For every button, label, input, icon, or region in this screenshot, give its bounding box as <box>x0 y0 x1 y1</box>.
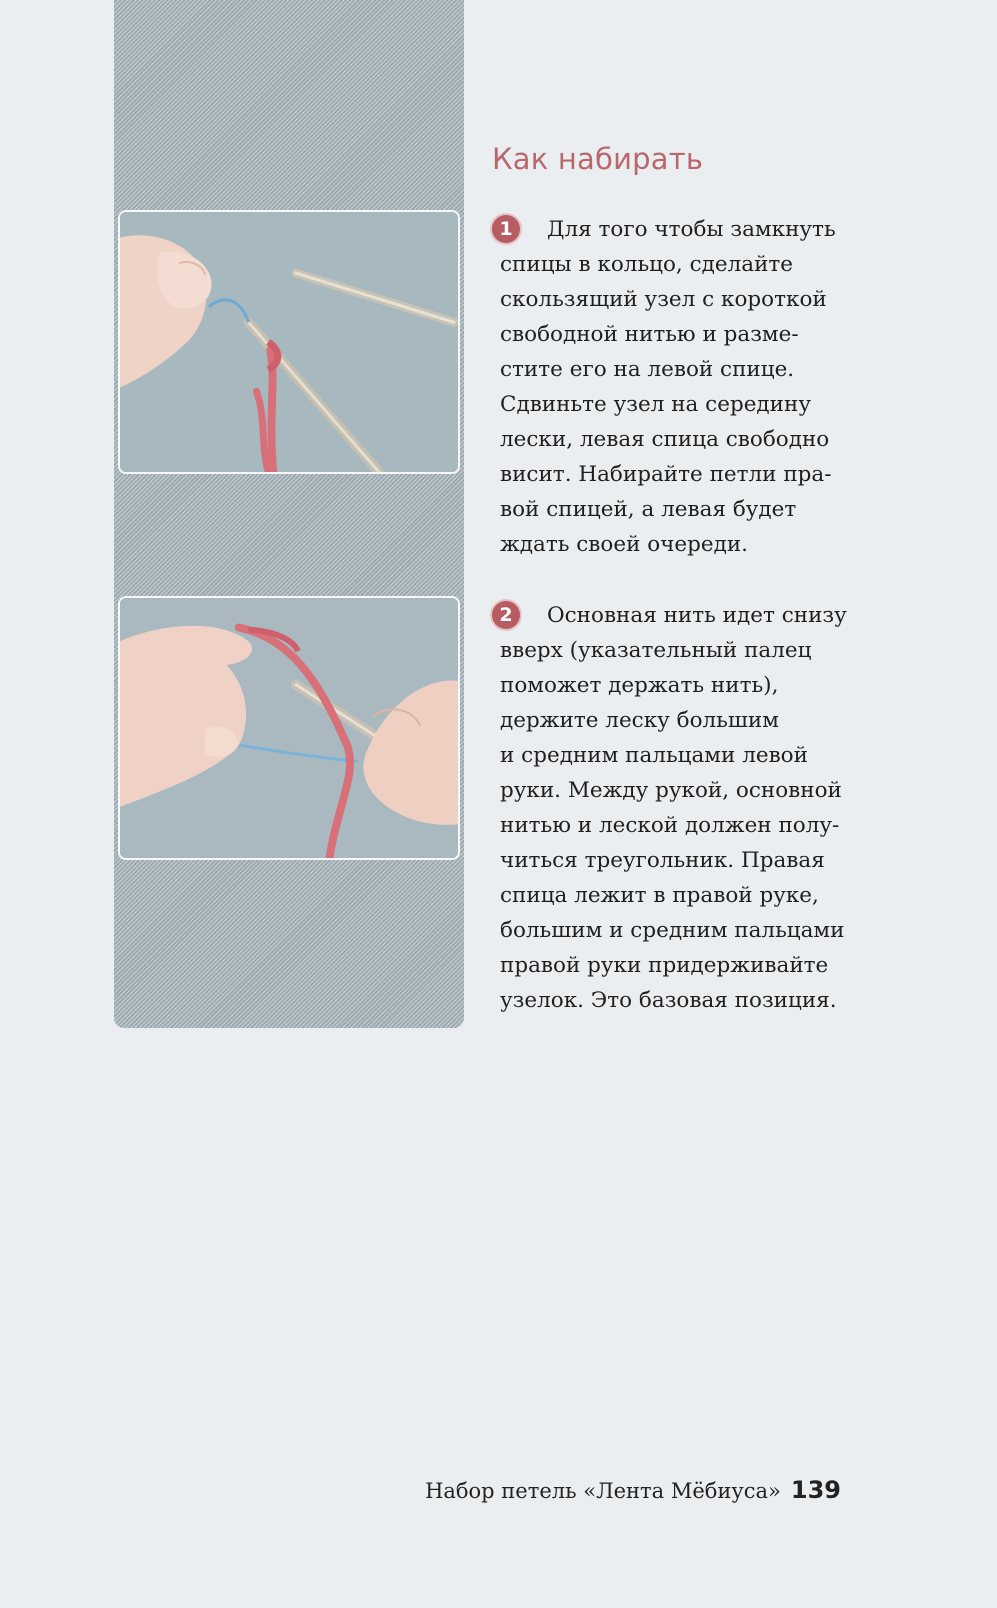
step-2-line: правой руки придерживайте <box>500 953 829 978</box>
step-2-illustration <box>120 598 458 858</box>
step-1-photo <box>118 210 460 474</box>
step-1-line: лески, левая спица свободно <box>500 427 830 452</box>
step-1-line: скользящий узел с короткой <box>500 287 827 312</box>
chapter-title: Набор петель «Лента Мёбиуса» <box>425 1479 781 1503</box>
step-1-line: спицы в кольцо, сделайте <box>500 252 794 277</box>
step-1-line: висит. Набирайте петли пра- <box>500 462 832 487</box>
step-2-line: вверх (указательный палец <box>500 638 812 663</box>
step-1-illustration <box>120 212 458 472</box>
photo-strip <box>114 0 464 1028</box>
step-1-number-badge: 1 <box>492 215 520 243</box>
step-1-line: Сдвиньте узел на середину <box>500 392 811 417</box>
step-2-line: Основная нить идет снизу <box>547 603 847 628</box>
step-2-line: большим и средним пальцами <box>500 918 845 943</box>
step-2-line: держите леску большим <box>500 708 779 733</box>
section-title: Как набирать <box>492 142 704 176</box>
step-2-line: и средним пальцами левой <box>500 743 808 768</box>
step-2 <box>500 598 850 1018</box>
step-1-line: свободной нитью и разме- <box>500 322 799 347</box>
step-1-line: стите его на левой спице. <box>500 357 795 382</box>
step-1-line: ждать своей очереди. <box>500 532 749 557</box>
step-2-line: поможет держать нить), <box>500 673 779 698</box>
step-1-line: Для того чтобы замкнуть <box>547 217 836 242</box>
step-2-line: руки. Между рукой, основной <box>500 778 842 803</box>
step-2-photo <box>118 596 460 860</box>
step-2-line: читься треугольник. Правая <box>500 848 825 873</box>
step-2-number-badge: 2 <box>492 601 520 629</box>
step-1 <box>500 212 850 562</box>
step-1-line: вой спицей, а левая будет <box>500 497 797 522</box>
page-footer <box>425 1476 841 1504</box>
step-2-line: нитью и леской должен полу- <box>500 813 840 838</box>
step-2-line: узелок. Это базовая позиция. <box>500 988 837 1013</box>
step-2-line: спица лежит в правой руке, <box>500 883 819 908</box>
page-number: 139 <box>790 1476 841 1504</box>
